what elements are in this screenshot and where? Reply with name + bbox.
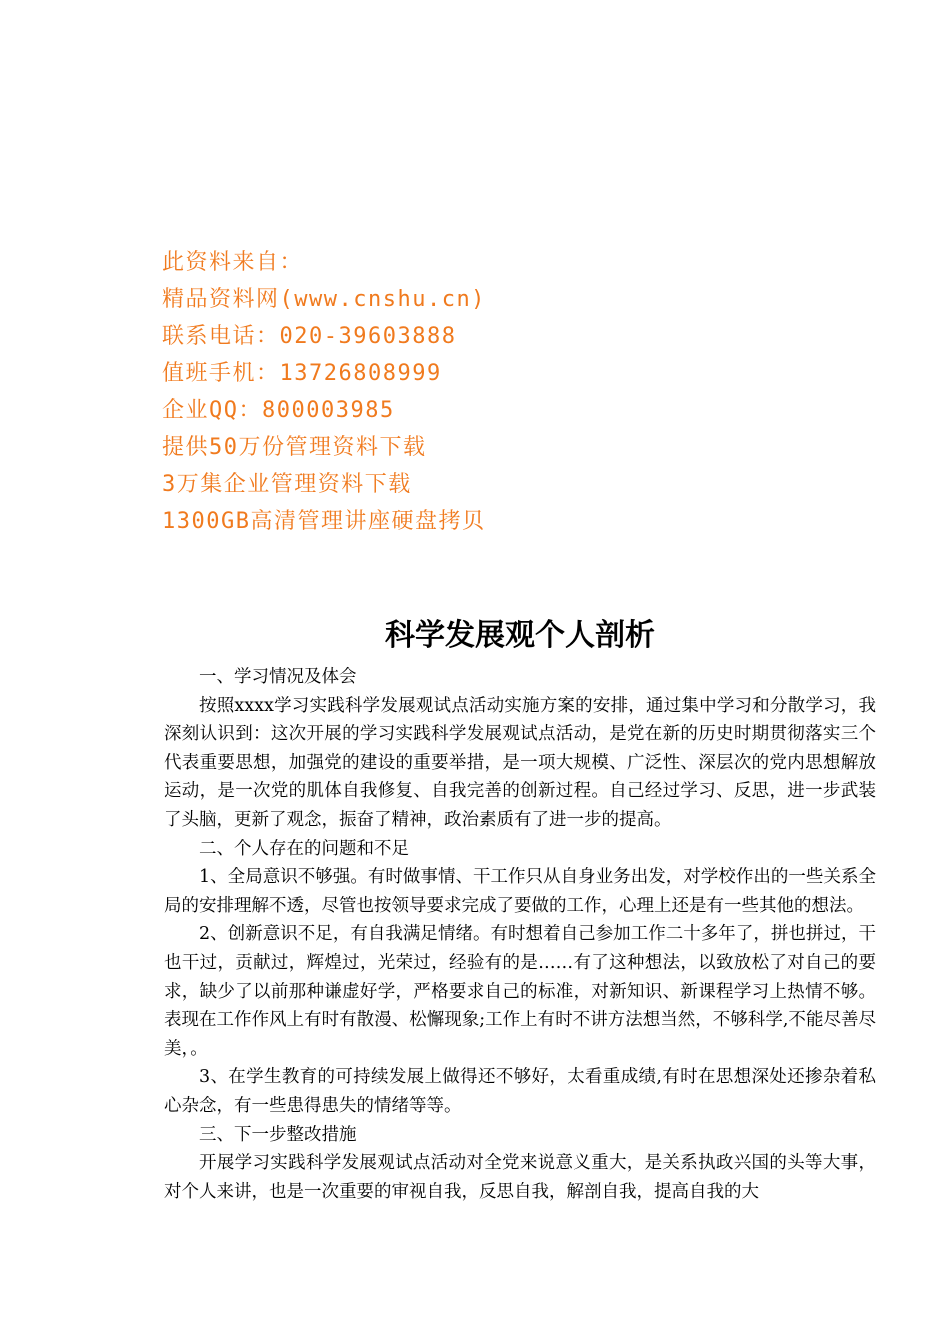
promo-offer-line: 3万集企业管理资料下载: [162, 472, 412, 497]
promo-source-line: 此资料来自：: [162, 250, 304, 275]
section-heading: 三、下一步整改措施: [199, 1124, 357, 1145]
promo-mobile-line: 值班手机：13726808999: [162, 361, 442, 386]
body-paragraph: 开展学习实践科学发展观试点活动对全党来说意义重大，是关系执政兴国的头等大事，对个人来讲，也是一次重要的审视自我，反思自我，解剖自我，提高自我的大: [164, 1153, 876, 1202]
document-body: [164, 663, 876, 1206]
body-paragraph: 1、全局意识不够强。有时做事情、干工作只从自身业务出发，对学校作出的一些关系全局的安排理解不透，尽管也按领导要求完成了要做的工作，心理上还是有一些其他的想法。: [164, 867, 876, 916]
promo-phone-line: 联系电话：020-39603888: [162, 324, 457, 349]
body-paragraph: 按照xxxx学习实践科学发展观试点活动实施方案的安排，通过集中学习和分散学习，我深刻认识到：这次开展的学习实践科学发展观试点活动，是党在新的历史时期贯彻落实三个代表重要思想，加强党的建设的重要举措，是一项大规模、广泛性、深层次的党内思想解放运动，是一次党的肌体自我修复、自我完善的创新过程。自己经过学习、反思，进一步武装了头脑，更新了观念，振奋了精神，政治素质有了进一步的提高。: [164, 695, 876, 830]
promo-qq-line: 企业QQ：800003985: [162, 398, 395, 423]
promo-offer-line: 1300GB高清管理讲座硬盘拷贝: [162, 509, 486, 534]
document-title: 科学发展观个人剖析: [385, 618, 655, 653]
promo-website-line: 精品资料网(www.cnshu.cn): [162, 287, 486, 312]
promo-block: [162, 244, 722, 540]
body-paragraph: 3、在学生教育的可持续发展上做得还不够好，太看重成绩,有时在思想深处还掺杂着私心杂念，有一些患得患失的情绪等等。: [164, 1067, 876, 1116]
section-heading: 二、个人存在的问题和不足: [199, 838, 409, 859]
section-heading: 一、学习情况及体会: [199, 667, 357, 687]
promo-offer-line: 提供50万份管理资料下载: [162, 435, 427, 460]
body-paragraph: 2、创新意识不足，有自我满足情绪。有时想着自己参加工作二十多年了，拼也拼过，干也干过，贡献过，辉煌过，光荣过，经验有的是……有了这种想法，以致放松了对自己的要求，缺少了以前那种谦虚好学，严格要求自己的标准，对新知识、新课程学习上热情不够。表现在工作作风上有时有散漫、松懈现象;工作上有时不讲方法想当然，不够科学,不能尽善尽美，。: [164, 924, 876, 1059]
